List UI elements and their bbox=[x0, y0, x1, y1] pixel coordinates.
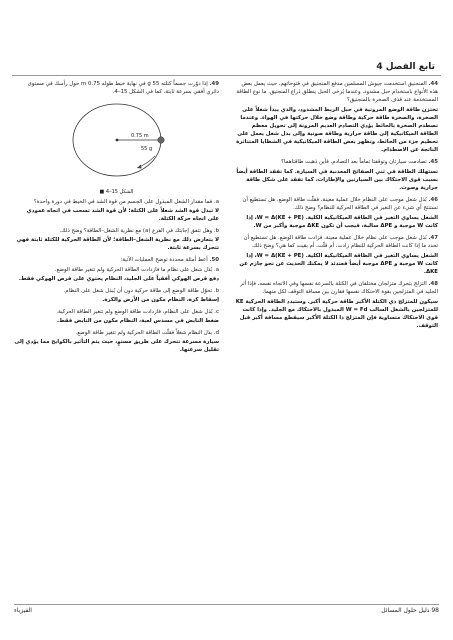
question-text: التزلج بتحرك متزلجان مختلفان في الكتلة بالسرعة نفسها وفي الاتجاه نفسه، فإذا أثر الجليد في المتزلجين بقوة الاحتكاك نفسها فقارن بين مسافة التوقف لكل منهما. bbox=[240, 281, 438, 295]
circular-motion-diagram bbox=[57, 98, 177, 188]
answer-50b: إسقاط كرة، النظام مكون من الأرض والكرة. bbox=[102, 297, 219, 303]
question-text: أعط أمثلة محددة توضح العمليات الآتية: bbox=[120, 257, 208, 263]
question-49b: b. وهل تتفق إجابتك في الفرع (a) مع نظرية الشغل–الطاقة؟ وضح ذلك. bbox=[59, 228, 219, 234]
page-header bbox=[12, 62, 441, 76]
answer-44: تختزن طاقة الوضع المرونية في حبل الربط المشدود، والذي يبدأ شغلاً على الصخرة، والصخرة طاقة حركية وطاقة وضع خلال حركتها في الهواء. وعندما تصطدم الصخرة بالحائط يؤدي التصادم العديم المرونة إلى تحويل معظم الطاقة الميكانيكية إلى طاقة حرارية وطاقة صوتية وإلى بذل شغل يعمل على تحطيم جزء من الحائط، وتظهر بعض الطاقة الميكانيكية في الشظايا المتناثرة الناتجة عن الاصطدام. bbox=[236, 107, 438, 153]
answer-48: سيكون للمتزلج ذي الكتلة الأكبر طاقة حركية أكبر. وستبدد الطاقة الحركية KE للمتزلجين بالشغل السالب W = Fd المبذول بالاحتكاك مع الجليد. وإذا كانت قوى الاحتكاك متساوية فإن المتزلج ذا الكتلة الأكبر سيقطع مسافة أكبر قبل التوقف. bbox=[235, 299, 438, 329]
center-point bbox=[115, 139, 118, 142]
question-50d: d. بذل النظام شغلاً فقلّت الطاقة الحركية ولم تتغير طاقة الوضع. bbox=[75, 330, 219, 336]
question-44 bbox=[233, 80, 438, 104]
answer-46: الشغل يساوي التغير في الطاقة الميكانيكية الكلية. W = Δ(KE + PE)، إذا كانت W موجبة و ΔPE سالبة، فيجب أن تكون ΔKE موجبة وأكبر من W. bbox=[246, 215, 438, 229]
mass-ball bbox=[157, 137, 163, 143]
question-48 bbox=[233, 280, 438, 296]
question-number: 47. bbox=[428, 235, 438, 241]
question-text: تصادمت سيارتان وتوقفتا تماماً بعد التصادم، فأين ذهبت طاقتاهما؟ bbox=[281, 159, 427, 165]
left-column bbox=[14, 80, 219, 358]
question-text: بُذل شغل موجب على النظام خلال عملية معينة، فقلّت طاقة الوضع. هل تستطيع أن تستنتج أي شيء عن التغير في الطاقة الحركية للنظام؟ وضح ذلك. bbox=[242, 197, 438, 211]
question-49 bbox=[14, 80, 219, 96]
question-50a: a. بُذل شغل على نظام ما فازدادت الطاقة الحركية ولم تتغير طاقة الوضع. bbox=[54, 267, 219, 273]
answer-50a: دفع قرص الهوكي أفقياً على الجليد، النظام يحتوي على قرص الهوكي فقط. bbox=[18, 276, 219, 282]
footer-subject: الفيزياء bbox=[14, 607, 32, 614]
question-number: 50. bbox=[209, 257, 219, 263]
question-number: 49. bbox=[209, 81, 219, 87]
question-50c: c. بُذل شغل على النظام، فازدادت طاقة الوضع ولم تتغير الطاقة الحركية. bbox=[56, 309, 219, 315]
figure-15-4 bbox=[57, 98, 177, 196]
radius-label: 0.75 m bbox=[130, 133, 149, 139]
question-46 bbox=[233, 196, 438, 212]
answer-49b: لا يتعارض ذلك مع نظرية الشغل–الطاقة؛ لأن الطاقة الحركية للكتلة ثابتة فهي تتحرك بسرعة ثابتة. bbox=[16, 237, 219, 251]
question-number: 45. bbox=[428, 159, 438, 165]
section-title: تابع الفصل 4 bbox=[376, 62, 435, 72]
page-footer bbox=[14, 604, 439, 616]
answer-45: تستهلك الطاقة في ثني الصفائح المعدنية في السيارة. كما تفقد الطاقة أيضاً بسبب قوى الاحتكاك بين السيارتين والإطارات، كما تفقد على شكل طاقة حرارية وصوت. bbox=[236, 169, 438, 191]
footer-page-info: 98 دليل حلول المسائل bbox=[381, 607, 439, 614]
answer-47: الشغل يساوي التغير في الطاقة الميكانيكية الكلية. W = Δ(KE + PE)، إذا كانت W موجبة و ΔPE موجبة أيضاً فعندئذ لا يمكنك الحديث عن نحو جازم عن ΔKE. bbox=[239, 253, 438, 275]
question-number: 48. bbox=[428, 281, 438, 287]
question-50 bbox=[14, 256, 219, 264]
header-divider bbox=[12, 75, 441, 76]
question-49a: a. فما مقدار الشغل المبذول على الجسم من قوة الشد في الخيط في دورة واحدة؟ bbox=[33, 199, 219, 205]
question-number: 44. bbox=[428, 81, 438, 87]
question-47 bbox=[233, 234, 438, 250]
question-text: إذا دوّرت جسماً كتلته 55 g في نهاية خيط طوله 0.75 m حول رأسك في مستوى دائري أفقي بسرعة ثابتة، كما في الشكل 15–4. bbox=[27, 81, 219, 95]
question-text: المنجنيق استخدمت جيوش المسلمين مدفع المنجنيق في فتوحاتهم، حيث يعمل بعض هذه الأنواع باستخدام حبل مشدود، وعندما يُرخى الحبل ينطلق ذراع المنجنيق. ما نوع الطاقة المستخدمة عند قذف الصخرة بالمنجنيق؟ bbox=[236, 81, 438, 103]
answer-50d: سيارة مسرعة تتحرك على طريق مستوٍ، حيث يتم التأثير بالكوابح مما يؤدي إلى تقليل سرعتها. bbox=[14, 339, 219, 353]
arrow-head bbox=[137, 165, 142, 169]
question-50b: b. تحوّل طاقة الوضع إلى طاقة حركية دون أن يُبذل شغل على النظام. bbox=[63, 288, 219, 294]
figure-caption: ■ الشكل 15–4 bbox=[99, 189, 134, 195]
question-45 bbox=[233, 158, 438, 166]
question-number: 46. bbox=[428, 197, 438, 203]
mass-label: 55 g bbox=[140, 146, 152, 152]
footer-divider bbox=[14, 604, 439, 605]
answer-49a: لا تبذل قوة الشد شغلاً على الكتلة؛ لأن قوة الشد تسحب في اتجاه عمودي على اتجاه حركة الكتلة. bbox=[26, 208, 219, 222]
right-column bbox=[233, 80, 438, 334]
question-text: بُذل شغل موجب على نظام خلال عملية معينة، فزادت طاقة الوضع. هل تستطيع أن تحدد ما إذا كانت الطاقة الحركية للنظام زادت، أم قلّت، أم بقيت كما هي؟ وضح ذلك. bbox=[243, 235, 438, 249]
answer-50c: ضغط النابض في مسدس لعبة، النظام مكون من النابض فقط. bbox=[57, 318, 219, 324]
